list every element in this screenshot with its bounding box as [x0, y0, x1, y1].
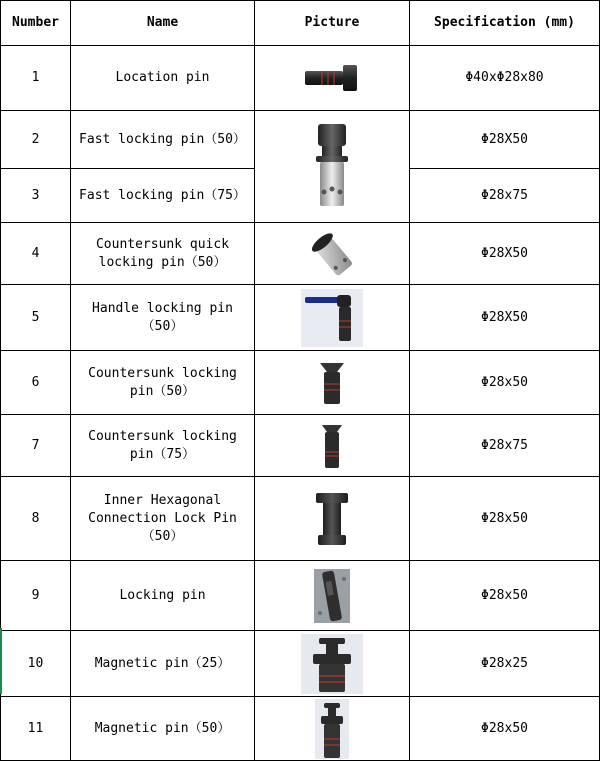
location-pin-icon [302, 61, 362, 95]
handle-locking-pin-icon [301, 289, 363, 347]
row-name: Fast locking pin（50） [71, 111, 255, 169]
row-name: Fast locking pin（75） [71, 169, 255, 223]
row-number: 8 [1, 477, 71, 561]
row-name: Countersunk locking pin（50） [71, 351, 255, 415]
row-number: 9 [1, 561, 71, 631]
table-row [1, 351, 600, 415]
row-number: 3 [1, 169, 71, 223]
row-number: 5 [1, 285, 71, 351]
countersunk-locking-pin-icon [319, 422, 345, 470]
row-picture [255, 223, 410, 285]
table-row [1, 631, 600, 697]
row-spec: Φ28x25 [410, 631, 600, 697]
inner-hexagonal-lock-pin-icon [312, 491, 352, 547]
row-picture [255, 415, 410, 477]
row-name: Handle locking pin （50） [71, 285, 255, 351]
row-name: Inner Hexagonal Connection Lock Pin （50） [71, 477, 255, 561]
header-spec: Specification (mm) [410, 1, 600, 46]
table-row [1, 111, 600, 169]
row-spec: Φ28x50 [410, 697, 600, 761]
row-spec: Φ28x75 [410, 415, 600, 477]
row-name: Countersunk quick locking pin（50） [71, 223, 255, 285]
header-row [1, 1, 600, 46]
row-number: 11 [1, 697, 71, 761]
magnetic-pin-icon [315, 699, 349, 759]
row-name: Magnetic pin（25） [71, 631, 255, 697]
table-row [1, 561, 600, 631]
fast-locking-pin-icon [310, 122, 354, 212]
row-spec: Φ28x50 [410, 477, 600, 561]
row-name: Countersunk locking pin（75） [71, 415, 255, 477]
table-row [1, 697, 600, 761]
row-name: Location pin [71, 46, 255, 111]
row-spec: Φ28x75 [410, 169, 600, 223]
row-spec: Φ28x50 [410, 561, 600, 631]
magnetic-pin-icon [301, 634, 363, 694]
table-row [1, 477, 600, 561]
row-number: 1 [1, 46, 71, 111]
header-name: Name [71, 1, 255, 46]
row-spec: Φ28X50 [410, 111, 600, 169]
row-name: Locking pin [71, 561, 255, 631]
table-row [1, 415, 600, 477]
row-picture [255, 46, 410, 111]
row-picture [255, 631, 410, 697]
countersunk-locking-pin-icon [317, 360, 347, 406]
row-picture [255, 477, 410, 561]
table-row [1, 223, 600, 285]
row-number: 7 [1, 415, 71, 477]
row-number: 10 [1, 631, 71, 697]
locking-pin-icon [314, 569, 350, 623]
row-picture [255, 351, 410, 415]
row-spec: Φ28X50 [410, 285, 600, 351]
row-picture [255, 285, 410, 351]
row-number: 6 [1, 351, 71, 415]
table-row [1, 285, 600, 351]
countersunk-quick-locking-pin-icon [307, 229, 357, 279]
row-picture [255, 697, 410, 761]
row-picture [255, 561, 410, 631]
row-selection-marker [0, 628, 2, 694]
row-spec: Φ28X50 [410, 223, 600, 285]
row-spec: Φ28x50 [410, 351, 600, 415]
header-picture: Picture [255, 1, 410, 46]
row-number: 2 [1, 111, 71, 169]
row-number: 4 [1, 223, 71, 285]
row-spec: Φ40xΦ28x80 [410, 46, 600, 111]
table-row [1, 46, 600, 111]
row-name: Magnetic pin（50） [71, 697, 255, 761]
row-picture [255, 111, 410, 223]
header-number: Number [1, 1, 71, 46]
